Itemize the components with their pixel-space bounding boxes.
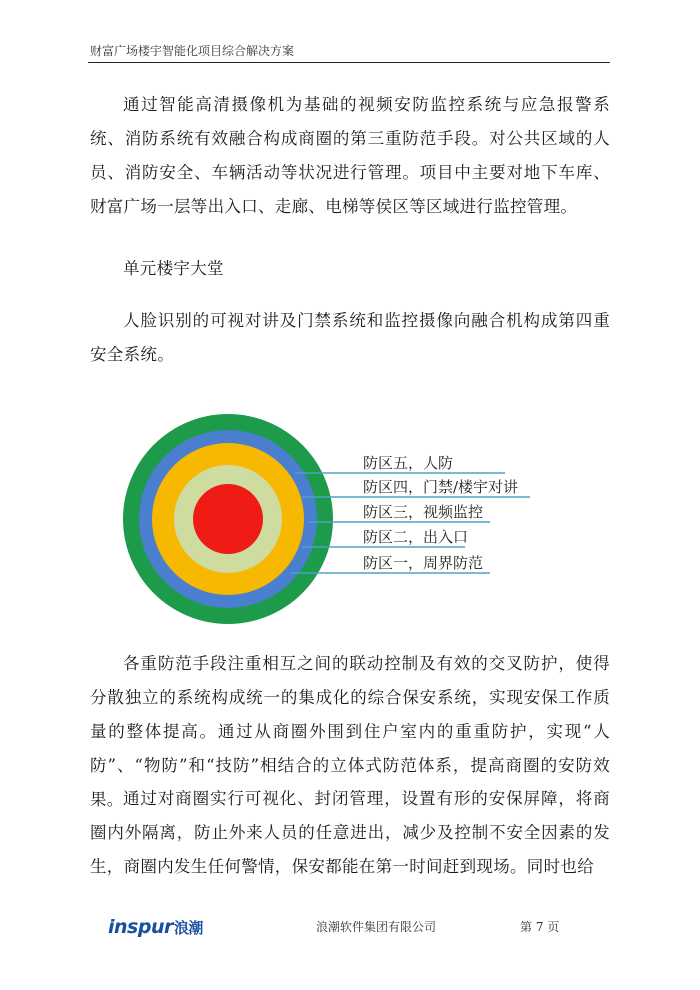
- zone-one-label: 防区一，周界防范: [363, 554, 484, 572]
- inspur-logo: [108, 916, 203, 938]
- defense-zone-diagram: [120, 412, 560, 627]
- paragraph-closed-management: 通过对商圈实行可视化、封闭管理，设置有形的安保屏障，将商圈内外隔离，防止外来人员的任意进出，减少及控制不安全因素的发生，商圈内发生任何警情，保安都能在第一时间赶到现场。同时也给: [90, 789, 610, 876]
- zone-one-core: [193, 484, 263, 554]
- zone-five-label: 防区五，人防: [363, 454, 454, 472]
- page-number: 第 7 页: [520, 920, 560, 934]
- paragraph-face-recognition: 人脸识别的可视对讲及门禁系统和监控摄像向融合机构成第四重安全系统。: [90, 311, 610, 364]
- zone-four-label: 防区四，门禁/楼宇对讲: [363, 478, 519, 496]
- header-title: 财富广场楼宇智能化项目综合解决方案: [90, 44, 295, 58]
- paragraph-linked-defense: 各重防范手段注重相互之间的联动控制及有效的交叉防护，使得分散独立的系统构成统一的集成化的综合保安系统，实现安保工作质量的整体提高。通过从商圈外围到住户室内的重重防护，实现“人防”、“物防”和“技防”相结合的立体式防范体系，提高商圈的安防效果。: [90, 654, 610, 809]
- zone-two-label: 防区二，出入口: [363, 528, 469, 546]
- footer-company: 浪潮软件集团有限公司: [316, 920, 437, 934]
- paragraph-video-surveillance: 通过智能高清摄像机为基础的视频安防监控系统与应急报警系统、消防系统有效融合构成商圈的第三重防范手段。对公共区域的人员、消防安全、车辆活动等状况进行管理。项目中主要对地下车库、财富广场一层等出入口、走廊、电梯等侯区等区域进行监控管理。: [90, 95, 610, 216]
- section-heading-lobby: 单元楼宇大堂: [123, 259, 224, 278]
- header-divider: [88, 62, 610, 63]
- zone-three-label: 防区三，视频监控: [363, 503, 484, 521]
- logo-cn-text: 浪潮: [173, 919, 203, 937]
- logo-text: inspur: [108, 916, 173, 938]
